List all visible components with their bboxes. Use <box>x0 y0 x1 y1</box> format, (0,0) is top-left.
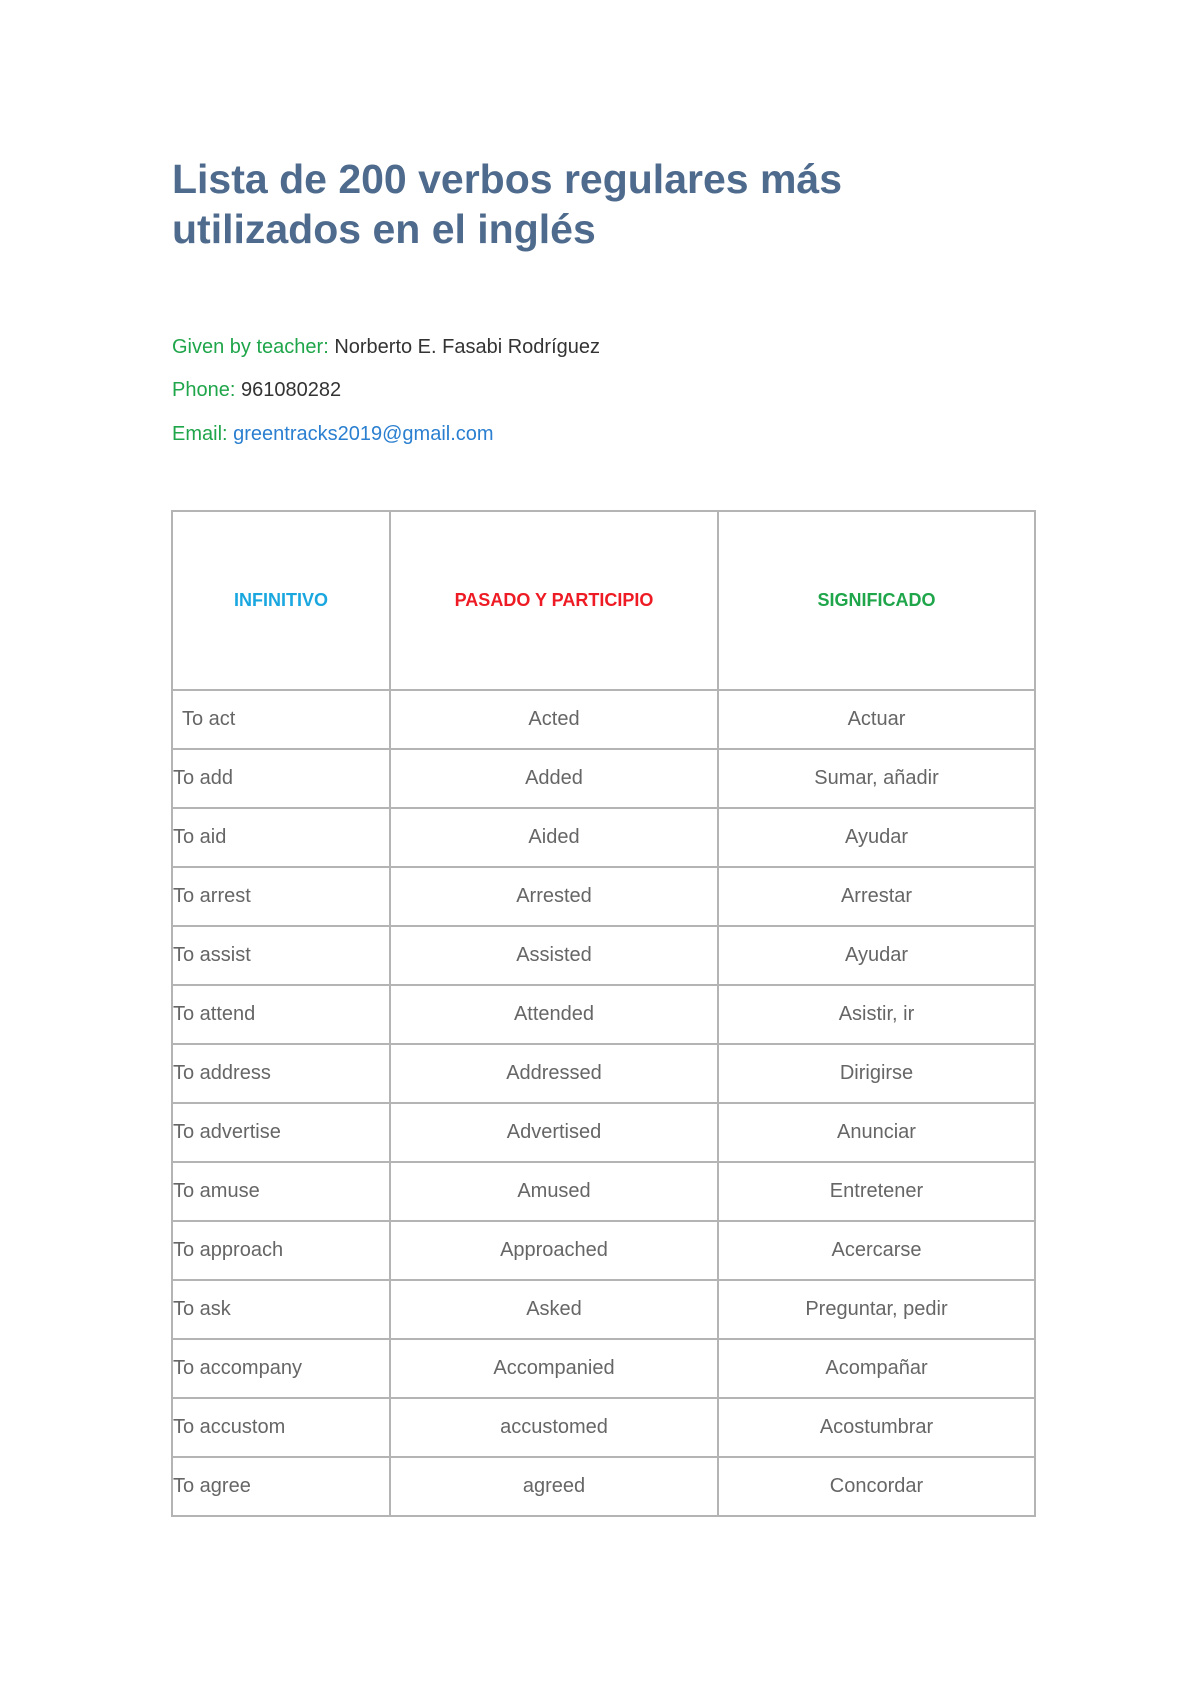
phone-number: 961080282 <box>240 379 342 401</box>
cell-infinitive: To arrest <box>172 867 390 926</box>
table-row <box>172 1103 1035 1162</box>
email-link[interactable]: greentracks2019@gmail.com <box>233 423 494 445</box>
cell-past-participle: Arrested <box>390 867 718 926</box>
table-row <box>172 985 1035 1044</box>
cell-meaning: Arrestar <box>718 867 1035 926</box>
cell-infinitive: To accompany <box>172 1339 390 1398</box>
table-row <box>172 1162 1035 1221</box>
table-row <box>172 1221 1035 1280</box>
teacher-label: Given by teacher: <box>172 336 329 358</box>
table-row <box>172 1339 1035 1398</box>
cell-infinitive: To attend <box>172 985 390 1044</box>
cell-past-participle: Approached <box>390 1221 718 1280</box>
cell-meaning: Ayudar <box>718 926 1035 985</box>
cell-meaning: Actuar <box>718 690 1035 749</box>
cell-past-participle: Amused <box>390 1162 718 1221</box>
cell-infinitive: To address <box>172 1044 390 1103</box>
cell-past-participle: Attended <box>390 985 718 1044</box>
cell-past-participle: accustomed <box>390 1398 718 1457</box>
table-row <box>172 1044 1035 1103</box>
phone-line <box>172 377 341 403</box>
table-row <box>172 808 1035 867</box>
header-infinitivo: INFINITIVO <box>172 511 390 690</box>
cell-past-participle: Added <box>390 749 718 808</box>
cell-infinitive: To agree <box>172 1457 390 1516</box>
table-row <box>172 749 1035 808</box>
table-row <box>172 926 1035 985</box>
cell-past-participle: Assisted <box>390 926 718 985</box>
cell-past-participle: agreed <box>390 1457 718 1516</box>
teacher-line <box>172 334 600 360</box>
phone-label: Phone: <box>172 379 236 401</box>
cell-meaning: Acompañar <box>718 1339 1035 1398</box>
table-row <box>172 690 1035 749</box>
cell-past-participle: Addressed <box>390 1044 718 1103</box>
page-title-line-2: utilizados en el inglés <box>172 206 596 252</box>
cell-past-participle: Accompanied <box>390 1339 718 1398</box>
cell-past-participle: Aided <box>390 808 718 867</box>
cell-meaning: Dirigirse <box>718 1044 1035 1103</box>
cell-past-participle: Asked <box>390 1280 718 1339</box>
cell-past-participle: Advertised <box>390 1103 718 1162</box>
cell-meaning: Anunciar <box>718 1103 1035 1162</box>
cell-infinitive: To accustom <box>172 1398 390 1457</box>
table-row <box>172 1457 1035 1516</box>
cell-meaning: Acostumbrar <box>718 1398 1035 1457</box>
cell-infinitive: To add <box>172 749 390 808</box>
header-row <box>172 511 1035 690</box>
teacher-name: Norberto E. Fasabi Rodríguez <box>334 336 600 358</box>
cell-past-participle: Acted <box>390 690 718 749</box>
cell-infinitive: To assist <box>172 926 390 985</box>
table-row <box>172 1280 1035 1339</box>
cell-infinitive: To ask <box>172 1280 390 1339</box>
page-title <box>172 154 1072 254</box>
cell-infinitive: To approach <box>172 1221 390 1280</box>
header-pasado-participio: PASADO Y PARTICIPIO <box>390 511 718 690</box>
cell-meaning: Acercarse <box>718 1221 1035 1280</box>
cell-infinitive: To aid <box>172 808 390 867</box>
table-row <box>172 867 1035 926</box>
verbs-table-header <box>172 511 1035 690</box>
cell-infinitive: To amuse <box>172 1162 390 1221</box>
cell-meaning: Concordar <box>718 1457 1035 1516</box>
cell-meaning: Asistir, ir <box>718 985 1035 1044</box>
verbs-table <box>171 510 1036 1517</box>
email-label: Email: <box>172 423 228 445</box>
cell-infinitive: To act <box>172 690 390 749</box>
cell-meaning: Sumar, añadir <box>718 749 1035 808</box>
verbs-table-body <box>172 690 1035 1516</box>
cell-meaning: Preguntar, pedir <box>718 1280 1035 1339</box>
cell-meaning: Entretener <box>718 1162 1035 1221</box>
page-title-line-1: Lista de 200 verbos regulares más <box>172 156 843 202</box>
cell-meaning: Ayudar <box>718 808 1035 867</box>
email-line <box>172 421 494 447</box>
table-row <box>172 1398 1035 1457</box>
cell-infinitive: To advertise <box>172 1103 390 1162</box>
header-significado: SIGNIFICADO <box>718 511 1035 690</box>
